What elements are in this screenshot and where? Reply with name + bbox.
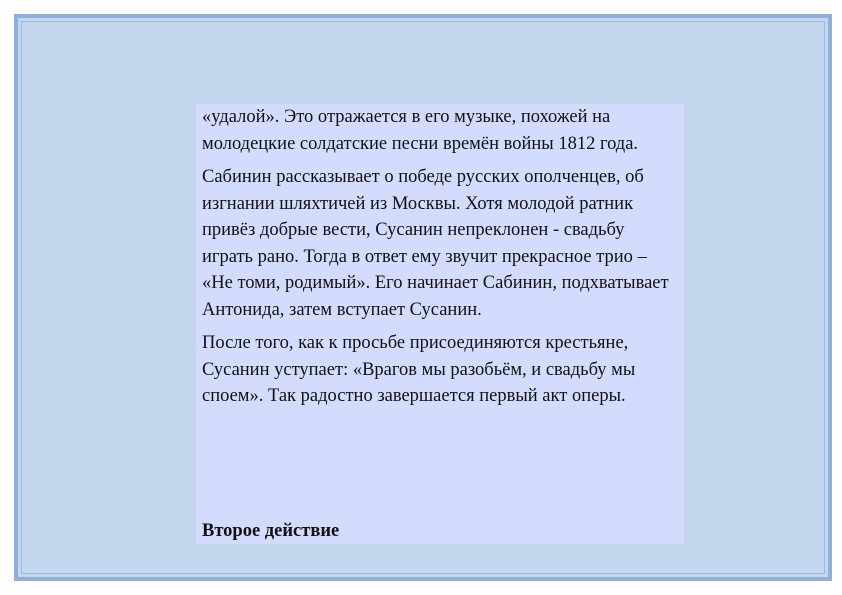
text-box bbox=[196, 104, 684, 544]
paragraph-2: Сабинин рассказывает о победе русских ополченцев, об изгнании шляхтичей из Москвы. Хотя молодой ратник привёз добрые вести, Сусанин непреклонен - свадьбу играть рано. Тогда в ответ ему звучит прекрасное трио – «Не томи, родимый». Его начинает Сабинин, подхватывает Антонида, затем вступает Сусанин. bbox=[202, 167, 669, 320]
section-heading: Второе действие bbox=[202, 521, 340, 541]
slide-frame bbox=[14, 14, 832, 581]
paragraph-1: «удалой». Это отражается в его музыке, похожей на молодецкие солдатские песни времён войны 1812 года. bbox=[202, 107, 639, 154]
paragraph-3: После того, как к просьбе присоединяются крестьяне, Сусанин уступает: «Врагов мы разобьём, и свадьбу мы споем». Так радостно завершается первый акт оперы. bbox=[202, 333, 636, 406]
